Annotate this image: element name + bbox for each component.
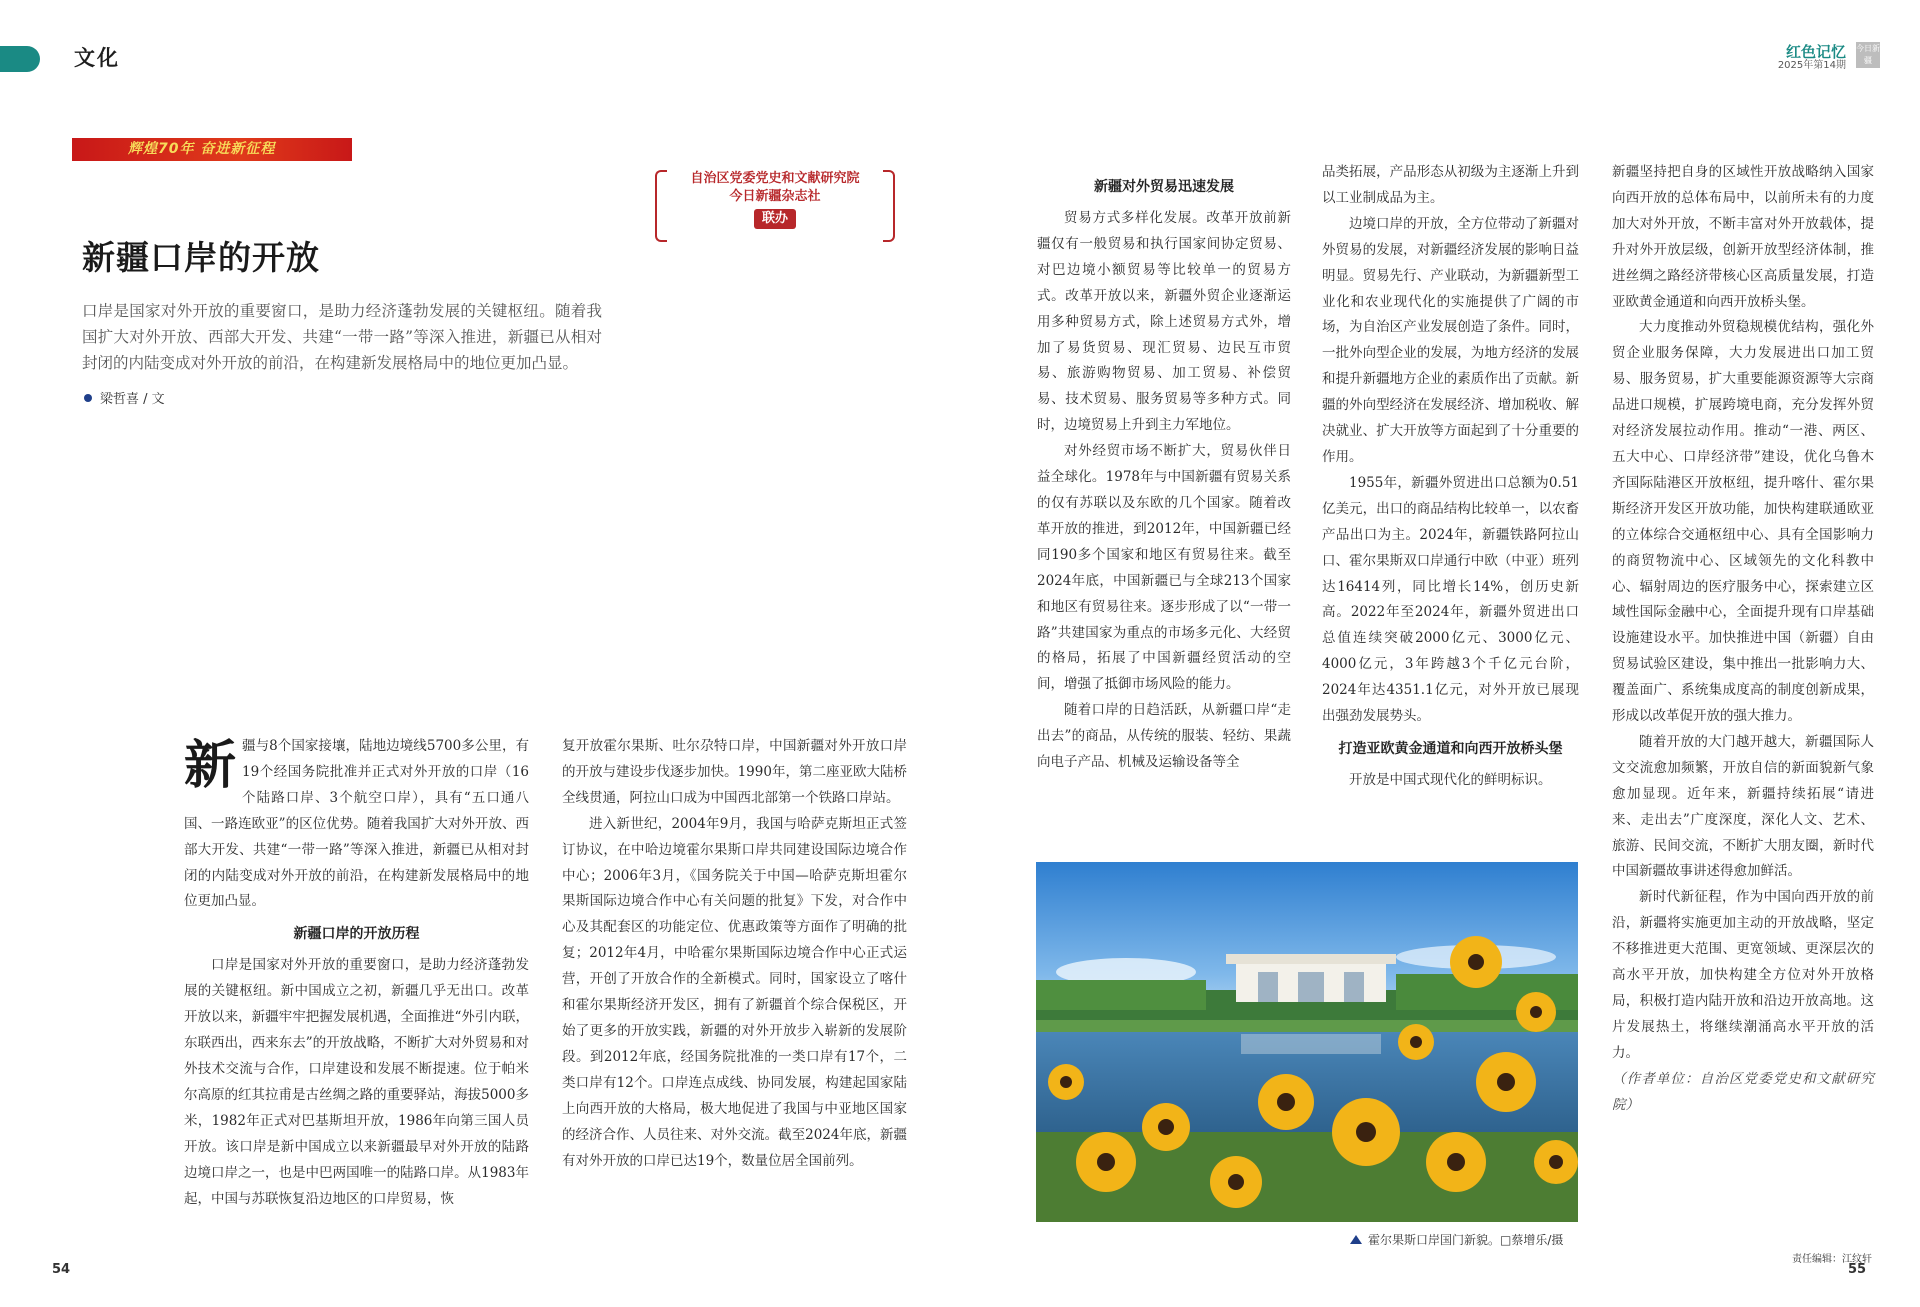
article-lead: 口岸是国家对外开放的重要窗口，是助力经济蓬勃发展的关键枢纽。随着我国扩大对外开放、西部大开发、共建“一带一路”等深入推进，新疆已从相对封闭的内陆变成对外开放的前沿，在构建新发展格局中的地位更加凸显。 xyxy=(82,302,602,372)
paragraph: 新疆坚持把自身的区域性开放战略纳入国家向西开放的总体布局中，以前所未有的力度加大对外开放，不断丰富对外开放载体，提升对外开放层级，创新开放型经济体制，推进丝绸之路经济带核心区高质量发展，打造亚欧黄金通道和向西开放桥头堡。 xyxy=(1612,164,1874,310)
paragraph: 品类拓展，产品形态从初级为主逐渐上升到以工业制成品为主。 xyxy=(1322,164,1579,206)
paragraph: 进入新世纪，2004年9月，我国与哈萨克斯坦正式签订协议，在中哈边境霍尔果斯口岸共同建设国际边境合作中心；2006年3月，《国务院关于中国—哈萨克斯坦霍尔果斯国际边境合作中心有关问题的批复》下发，对合作中心及其配套区的功能定位、优惠政策等方面作了明确的批复；2012年4月，中哈霍尔果斯国际边境合作中心正式运营，开创了开放合作的全新模式。同时，国家设立了喀什和霍尔果斯经济开发区，拥有了新疆首个综合保税区，开始了更多的开放实践，新疆的对外开放步入崭新的发展阶段。到2012年底，经国务院批准的一类口岸有17个，二类口岸有12个。口岸连点成线、协同发展，构建起国家陆上向西开放的大格局，极大地促进了我国与中亚地区国家的经济合作、人员往来、对外交流。截至2024年底，新疆有对外开放的口岸已达19个，数量位居全国前列。 xyxy=(562,815,907,1169)
paragraph: 随着开放的大门越开越大，新疆国际人文交流愈加频繁，开放自信的新面貌新气象愈加显现。近年来，新疆持续拓展“请进来、走出去”广度深度，深化人文、艺术、旅游、民间交流，不断扩大朋友圈，新时代中国新疆故事讲述得愈加鲜活。 xyxy=(1612,733,1874,880)
organizer-box xyxy=(655,170,895,240)
column-5 xyxy=(1612,160,1874,1119)
paragraph: 口岸是国家对外开放的重要窗口，是助力经济蓬勃发展的关键枢纽。新中国成立之初，新疆几乎无出口。改革开放以来，新疆牢牢把握发展机遇，全面推进“外引内联，东联西出，西来东去”的开放战略，不断扩大对外贸易和对外技术交流与合作，口岸建设和发展不断提速。位于帕米尔高原的红其拉甫是古丝绸之路的重要驿站，海拔5000多米，1982年正式对巴基斯坦开放，1986年向第三国人员开放。该口岸是新中国成立以来新疆最早对外开放的陆路边境口岸之一，也是中巴两国唯一的陆路口岸。从1983年起，中国与苏联恢复沿边地区的口岸贸易，恢 xyxy=(184,957,529,1207)
paragraph: 对外经贸市场不断扩大，贸易伙伴日益全球化。1978年与中国新疆有贸易关系的仅有苏联以及东欧的几个国家。随着改革开放的推进，到2012年，中国新疆已经同190多个国家和地区有贸易往来。截至2024年底，中国新疆已与全球213个国家和地区有贸易往来。逐步形成了以“一带一路”共建国家为重点的市场多元化、大经贸的格局，拓展了中国新疆经贸活动的空间，增强了抵御市场风险的能力。 xyxy=(1037,443,1291,693)
paragraph: 开放是中国式现代化的鲜明标识。 xyxy=(1349,771,1552,788)
paragraph: 边境口岸的开放，全方位带动了新疆对外贸易的发展，对新疆经济发展的影响日益明显。贸易先行、产业联动，为新疆新型工业化和农业现代化的实施提供了广阔的市场，为自治区产业发展创造了条件。同时，一批外向型企业的发展，为地方经济的发展和提升新疆地方企业的素质作出了贡献。新疆的外向型经济在发展经济、增加税收、解决就业、扩大开放等方面起到了十分重要的作用。 xyxy=(1322,215,1579,465)
organizer-line1: 自治区党委党史和文献研究院 xyxy=(690,171,860,186)
section-title: 文化 xyxy=(74,46,120,70)
bracket-right xyxy=(883,170,895,242)
organizer-line2: 今日新疆杂志社 xyxy=(729,189,821,204)
editor-credit: 责任编辑：江纹轩 xyxy=(1792,1254,1872,1265)
paragraph: 贸易方式多样化发展。改革开放前新疆仅有一般贸易和执行国家间协定贸易、对巴边境小额贸易等比较单一的贸易方式。改革开放以来，新疆外贸企业逐渐运用多种贸易方式，除上述贸易方式外，增加了易货贸易、现汇贸易、边民互市贸易、旅游购物贸易、加工贸易、补偿贸易、技术贸易、服务贸易等多种方式。同时，边境贸易上升到主力军地位。 xyxy=(1037,210,1291,434)
paragraph: 随着口岸的日趋活跃，从新疆口岸“走出去”的商品，从传统的服装、轻纺、果蔬向电子产品、机械及运输设备等全 xyxy=(1037,702,1291,771)
brand-logo-mark: 今日新疆 xyxy=(1856,42,1880,68)
drop-cap: 新 xyxy=(184,735,237,796)
column-4 xyxy=(1322,160,1579,794)
anniversary-banner: 辉煌70年 奋进新征程 xyxy=(72,138,352,161)
article-title: 新疆口岸的开放 xyxy=(82,238,320,277)
paragraph xyxy=(184,734,529,915)
page-number-left: 54 xyxy=(52,1262,71,1277)
paragraph: 新时代新征程，作为中国向西开放的前沿，新疆将实施更加主动的开放战略，坚定不移推进更大范围、更宽领域、更深层次的高水平开放，加快构建全方位对外开放格局，积极打造内陆开放和沿边开放高地。这片发展热土，将继续潮涌高水平开放的活力。 xyxy=(1612,889,1874,1061)
author-byline xyxy=(84,388,165,407)
brand-block xyxy=(1778,44,1846,72)
brand-issue: 2025年第14期 xyxy=(1777,60,1846,71)
page-number-right: 55 xyxy=(1848,1262,1867,1277)
paragraph-text: 疆与8个国家接壤，陆地边境线5700多公里，有19个经国务院批准并正式对外开放的口岸（16个陆路口岸、3个航空口岸），具有“五口通八国、一路连欧亚”的区位优势。随着我国扩大对外开放、西部大开发、共建“一带一路”等深入推进，新疆已从相对封闭的内陆变成对外开放的前沿，在构建新发展格局中的地位更加凸显。 xyxy=(184,738,529,910)
section-tab-marker xyxy=(0,46,40,72)
photo-illustration xyxy=(1036,862,1578,1222)
subheading: 打造亚欧黄金通道和向西开放桥头堡 xyxy=(1338,740,1563,757)
column-1 xyxy=(184,734,529,1212)
column-2 xyxy=(562,734,907,1174)
port-gate-photo xyxy=(1036,862,1578,1222)
photo-caption xyxy=(1350,1231,1563,1248)
organizer-badge: 联办 xyxy=(754,209,796,229)
column-3 xyxy=(1037,168,1291,776)
brand-name: 红色记忆 xyxy=(1785,43,1846,61)
paragraph: 大力度推动外贸稳规模优结构，强化外贸企业服务保障，大力发展进出口加工贸易、服务贸易，扩大重要能源资源等大宗商品进口规模，扩展跨境电商，充分发挥外贸对经济发展拉动作用。推动“一港、两区、五大中心、口岸经济带”建设，优化乌鲁木齐国际陆港区开放枢纽，提升喀什、霍尔果斯经济开发区开放功能，加快构建联通欧亚的立体综合交通枢纽中心、具有全国影响力的商贸物流中心、区域领先的文化科教中心、辐射周边的医疗服务中心，探索建立区域性国际金融中心，全面提升现有口岸基础设施建设水平。加快推进中国（新疆）自由贸易试验区建设，集中推出一批影响力大、覆盖面广、系统集成度高的制度创新成果，形成以改革促开放的强大推力。 xyxy=(1612,319,1874,725)
caption-marker-icon xyxy=(1350,1235,1362,1244)
author-unit: （作者单位：自治区党委党史和文献研究院） xyxy=(1612,1070,1874,1113)
subheading: 新疆口岸的开放历程 xyxy=(293,926,420,943)
paragraph: 复开放霍尔果斯、吐尔尕特口岸，中国新疆对外开放口岸的开放与建设步伐逐步加快。1990年，第二座亚欧大陆桥全线贯通，阿拉山口成为中国西北部第一个铁路口岸站。 xyxy=(562,738,907,806)
bullet-icon xyxy=(84,394,92,402)
author-name: 梁哲喜 / 文 xyxy=(100,392,165,407)
paragraph: 1955年，新疆外贸进出口总额为0.51亿美元，出口的商品结构比较单一，以农畜产品出口为主。2024年，新疆铁路阿拉山口、霍尔果斯双口岸通行中欧（中亚）班列达16414列，同比增长14%，创历史新高。2022年至2024年，新疆外贸进出口总值连续突破2000亿元、3000亿元、4000亿元，3年跨越3个千亿元台阶，2024年达4351.1亿元，对外开放已展现出强劲发展势头。 xyxy=(1322,474,1579,725)
caption-text: 霍尔果斯口岸国门新貌。□蔡增乐/摄 xyxy=(1368,1233,1564,1247)
subheading: 新疆对外贸易迅速发展 xyxy=(1094,179,1234,195)
bracket-left xyxy=(655,170,667,242)
